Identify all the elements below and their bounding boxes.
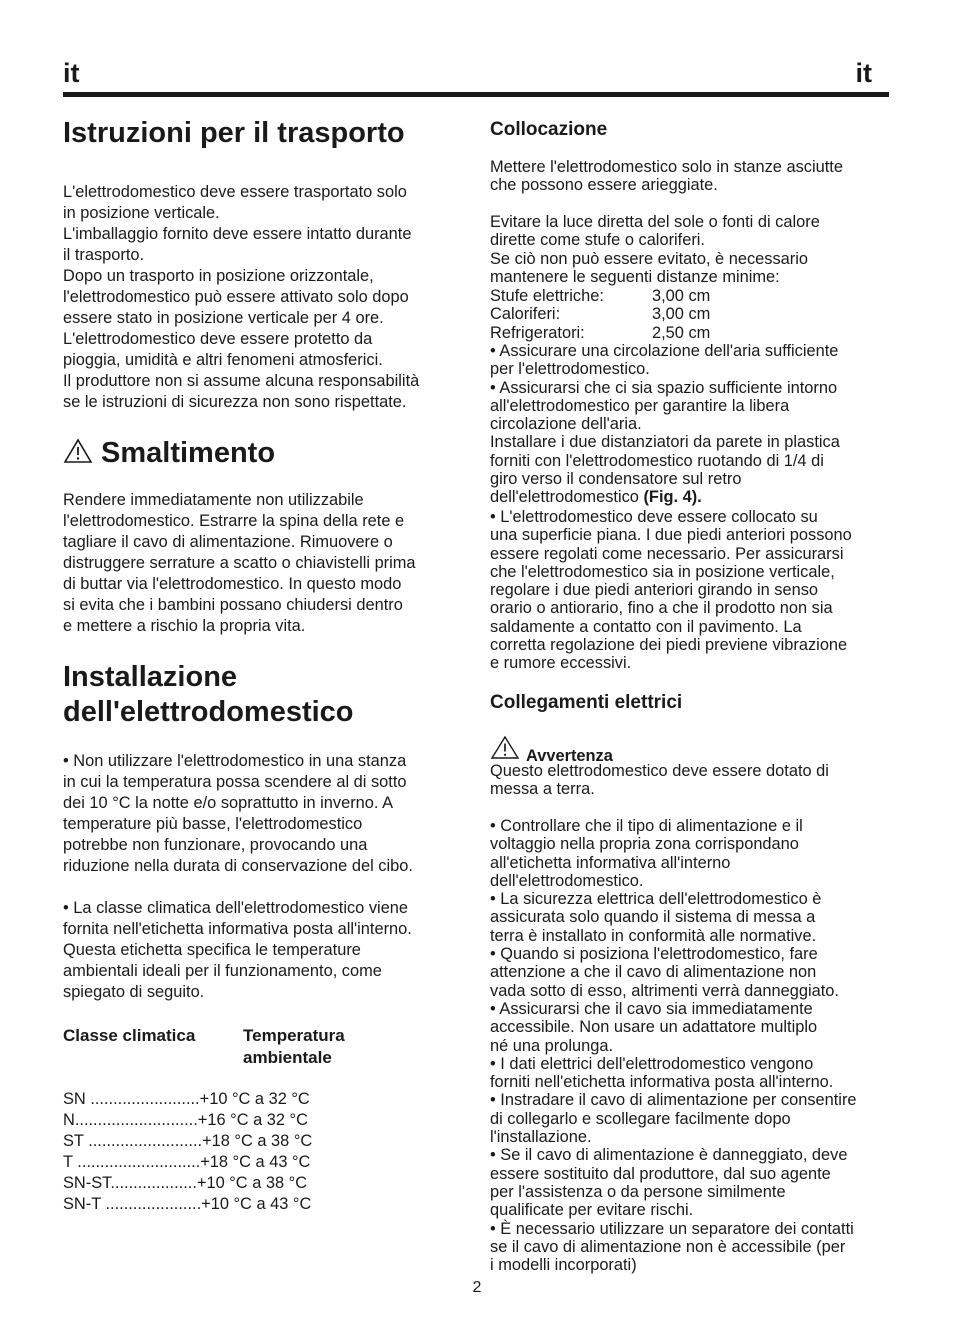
climate-class: SN-ST................... — [63, 1174, 197, 1192]
table-row — [63, 1173, 468, 1194]
transport-text: L'elettrodomestico deve essere trasportato solo in posizione verticale. L'imballaggio fornito deve essere intatto durante il trasporto. Dopo un trasporto in posizione orizzontale, l'elettrodomestico può essere attivato solo dopo essere stato in posizione verticale per 4 ore. L'elettrodomestico deve essere protetto da pioggia, umidità e altri fenomeni atmosferici. Il produttore non si assume alcuna responsabilità se le istruzioni di sicurezza non sono rispettate. — [63, 183, 420, 411]
climate-table — [63, 1025, 468, 1215]
electrical-bullets: • Controllare che il tipo di alimentazione e il voltaggio nella propria zona corrispondano all'etichetta informativa all'interno dell'elettrodomestico. • La sicurezza elettrica dell'elettrodomestico è assicurata solo quando il sistema di messa a terra è installato in conformità alle normative. • Quando si posiziona l'elettrodomestico, fare attenzione a che il cavo di alimentazione non vada sotto di esso, altrimenti verrà danneggiato. • Assicurarsi che il cavo sia immediatamente accessibile. Non usare un adattatore multiplo né una prolunga. • I dati elettrici dell'elettrodomestico vengono forniti nell'etichetta informativa posta all'interno. • Instradare il cavo di alimentazione per consentire di collegarlo e scollegare facilmente dopo l'installazione. • Se il cavo di alimentazione è danneggiato, deve essere sostituito dal produttore, dal suo agente per l'assistenza o da persone similmente qualificate per evitare rischi. • È necessario utilizzare un separatore dei contatti se il cavo di alimentazione non è accessibile (per i modelli incorporati) — [490, 817, 857, 1275]
distance-value: 3,00 cm — [652, 287, 711, 305]
placement-intro: Mettere l'elettrodomestico solo in stanze asciutte che possono essere arieggiate. — [490, 158, 843, 195]
electrical-title: Collegamenti elettrici — [490, 692, 683, 713]
language-label-left: it — [63, 58, 80, 88]
climate-col-temperature — [243, 1025, 345, 1069]
climate-table-header — [63, 1025, 468, 1069]
climate-range: +18 °C a 43 °C — [200, 1153, 311, 1171]
climate-class: SN-T ..................... — [63, 1195, 202, 1213]
climate-range: +10 °C a 38 °C — [196, 1174, 308, 1192]
climate-range: +16 °C a 32 °C — [197, 1111, 308, 1129]
climate-class: SN ........................ — [63, 1090, 200, 1108]
climate-col-class: Classe climatica — [63, 1026, 196, 1045]
disposal-text: Rendere immediatamente non utilizzabile l'elettrodomestico. Estrarre la spina della rete e tagliare il cavo di alimentazione. Rimuovere o distruggere serrature a scatto o chiavistelli prima di buttar via l'elettrodomestico. In questo modo si evita che i bambini possano chiudersi dentro e mettere a rischio la propria vita. — [63, 491, 416, 635]
figure-reference: (Fig. 4). — [643, 488, 702, 507]
climate-range: +18 °C a 38 °C — [202, 1132, 313, 1150]
climate-class: N........................... — [63, 1111, 198, 1129]
table-row — [63, 1089, 468, 1110]
disposal-title: Smaltimento — [101, 437, 276, 469]
install-bullet-temperature: • Non utilizzare l'elettrodomestico in una stanza in cui la temperatura possa scendere al di sotto dei 10 °C la notte e/o soprattutto in inverno. A temperature più basse, l'elettrodomestico potrebbe non funzionare, provocando una riduzione nella durata di conservazione del cibo. — [63, 752, 413, 875]
install-title-line2: dell'elettrodomestico — [63, 696, 354, 728]
climate-col-temperature-line1: Temperatura — [243, 1026, 345, 1045]
distance-value: 3,00 cm — [652, 305, 711, 324]
climate-class: T ........................... — [63, 1153, 201, 1171]
table-row — [63, 1131, 468, 1152]
climate-range: +10 °C a 32 °C — [199, 1090, 310, 1108]
distance-label: Caloriferi: — [490, 305, 561, 324]
distance-label: Refrigeratori: — [490, 323, 585, 342]
distance-list — [490, 287, 895, 342]
warning-label: Avvertenza — [526, 747, 613, 765]
list-item — [490, 305, 895, 323]
distance-label: Stufe elettriche: — [490, 287, 604, 305]
warning-heading — [490, 735, 613, 765]
placement-feet-text: • L'elettrodomestico deve essere collocato su una superficie piana. I due piedi anteriori possono essere regolati come necessario. Per assicurarsi che l'elettrodomestico sia in posizione verticale, regolare i due piedi anteriori girando in senso orario o antiorario, fino a che il prodotto non sia saldamente a contatto con il pavimento. La corretta regolazione dei piedi previene vibrazione e rumore eccessivi. — [490, 508, 852, 673]
climate-class: ST ......................... — [63, 1132, 203, 1150]
install-bullet-climate: • La classe climatica dell'elettrodomestico viene fornita nell'etichetta informativa posta all'interno. Questa etichetta specifica le temperature ambientali ideali per il funzionamento, come spiegato di seguito. — [63, 899, 412, 1001]
warning-text: Questo elettrodomestico deve essere dotato di messa a terra. — [490, 762, 829, 799]
table-row — [63, 1194, 468, 1215]
install-title-line1: Installazione — [63, 661, 238, 693]
transport-title: Istruzioni per il trasporto — [63, 117, 405, 149]
disposal-heading — [63, 436, 275, 470]
placement-title: Collocazione — [490, 119, 608, 140]
placement-distances-intro: Evitare la luce diretta del sole o fonti di calore dirette come stufe o caloriferi. Se ciò non può essere evitato, è necessario mantenere le seguenti distanze minime: — [490, 213, 820, 286]
table-row — [63, 1152, 468, 1173]
list-item — [490, 287, 895, 305]
placement-airflow-body: • Assicurare una circolazione dell'aria sufficiente per l'elettrodomestico. • Assicurarsi che ci sia spazio sufficiente intorno all'elettrodomestico per garantire la libera circolazione dell'aria. Installare i due distanziatori da parete in plastica forniti con l'elettrodomestico ruotando di 1/4 di giro verso il condensatore sul retro dell'elettrodomestico — [490, 342, 840, 507]
placement-airflow-text — [490, 342, 895, 507]
table-row — [63, 1110, 468, 1131]
climate-table-body — [63, 1089, 468, 1215]
page-number: 2 — [472, 1279, 482, 1296]
climate-col-temperature-line2: ambientale — [243, 1048, 332, 1067]
warning-triangle-icon — [63, 438, 93, 469]
list-item — [490, 324, 895, 342]
language-label-right: it — [855, 58, 872, 88]
climate-range: +10 °C a 43 °C — [201, 1195, 312, 1213]
header-divider — [63, 92, 889, 97]
distance-value: 2,50 cm — [652, 323, 711, 342]
warning-triangle-icon — [490, 735, 520, 765]
